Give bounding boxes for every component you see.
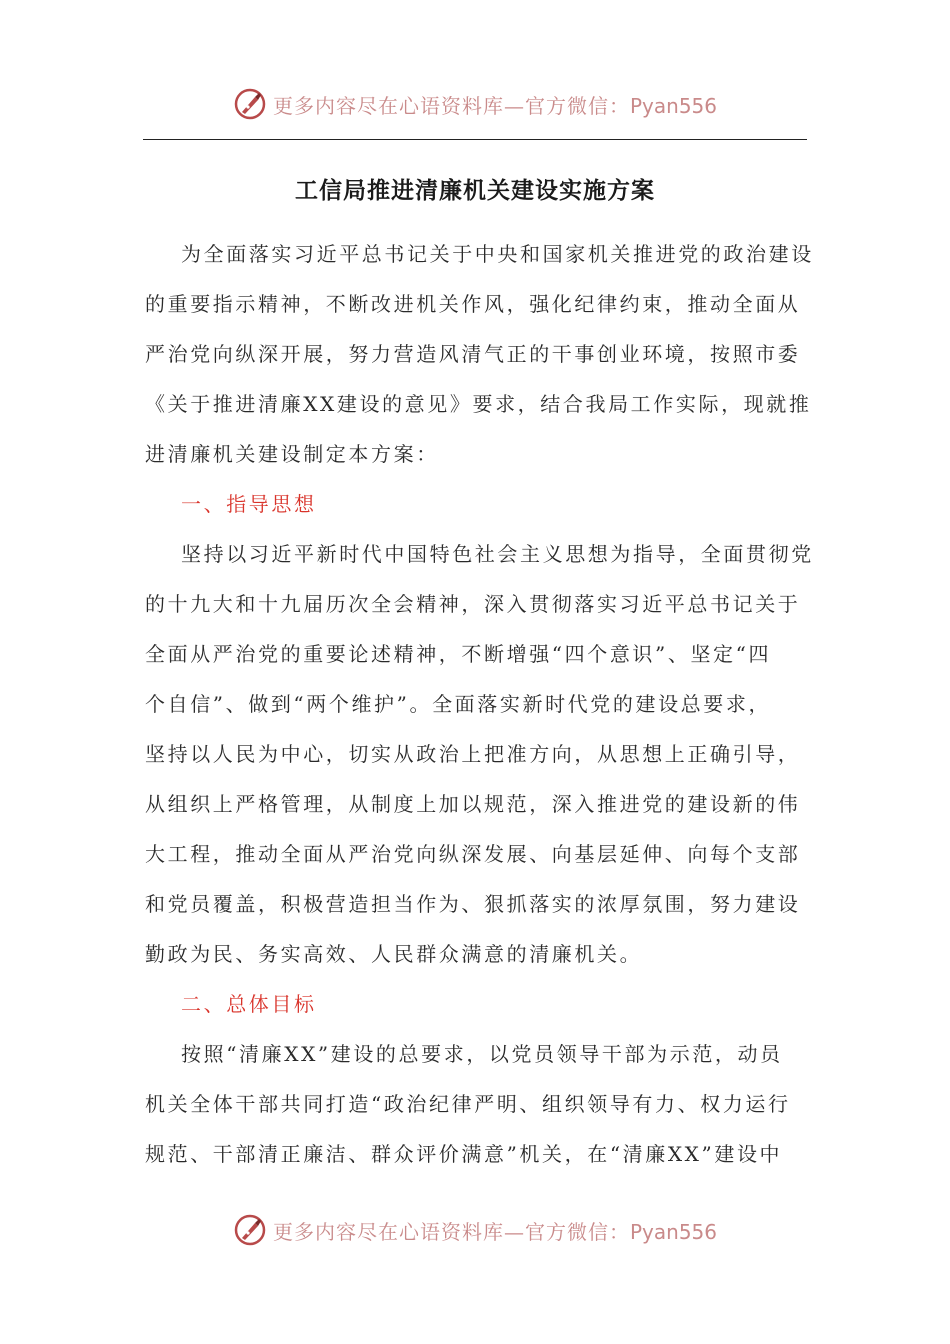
section1-line: 从组织上严格管理，从制度上加以规范，深入推进党的建设新的伟 [145,792,801,816]
section1-line: 的十九大和十九届历次全会精神，深入贯彻落实习近平总书记关于 [145,592,801,616]
section1-line: 全面从严治党的重要论述精神，不断增强“四个意识”、坚定“四 [145,642,772,666]
section2-line: 规范、干部清正廉洁、群众评价满意”机关，在“清廉XX”建设中 [145,1142,783,1166]
banner-text [273,90,717,119]
document-body [145,229,814,1179]
footer-banner [0,1208,950,1252]
section1-line: 大工程，推动全面从严治党向纵深发展、向基层延伸、向每个支部 [145,842,801,866]
intro-line: 严治党向纵深开展，努力营造风清气正的干事创业环境，按照市委 [145,342,801,366]
header-banner [0,82,950,126]
intro-line: 的重要指示精神，不断改进机关作风，强化纪律约束，推动全面从 [145,292,801,316]
wechat-id: Pyan556 [629,1219,717,1244]
section1-line: 和党员覆盖，积极营造担当作为、狠抓落实的浓厚氛围，努力建设 [145,892,801,916]
section1-line: 坚持以习近平新时代中国特色社会主义思想为指导，全面贯彻党 [181,542,814,566]
banner-prefix: 更多内容尽在心语资料库—官方微信： [272,1219,630,1244]
banner-prefix: 更多内容尽在心语资料库—官方微信： [272,93,630,118]
section-heading-overall-goal: 二、总体目标 [181,992,317,1016]
intro-line: 为全面落实习近平总书记关于中央和国家机关推进党的政治建设 [181,242,814,266]
wechat-id: Pyan556 [629,93,717,118]
intro-line: 进清廉机关建设制定本方案： [145,442,439,466]
section1-line: 个自信”、做到“两个维护”。全面落实新时代党的建设总要求， [145,692,772,716]
section2-line: 按照“清廉XX”建设的总要求，以党员领导干部为示范，动员 [181,1042,783,1066]
section1-line: 坚持以人民为中心，切实从政治上把准方向，从思想上正确引导， [145,742,801,766]
intro-line: 《关于推进清廉XX建设的意见》要求，结合我局工作实际，现就推 [145,392,812,416]
section2-line: 机关全体干部共同打造“政治纪律严明、组织领导有力、权力运行 [145,1092,791,1116]
pen-nib-icon [233,87,267,121]
banner-text [273,1216,717,1245]
section-heading-guiding-ideology: 一、指导思想 [181,492,317,516]
header-divider [143,139,807,140]
section1-line: 勤政为民、务实高效、人民群众满意的清廉机关。 [145,942,643,966]
document-title: 工信局推进清廉机关建设实施方案 [295,177,655,204]
pen-nib-icon [233,1213,267,1247]
